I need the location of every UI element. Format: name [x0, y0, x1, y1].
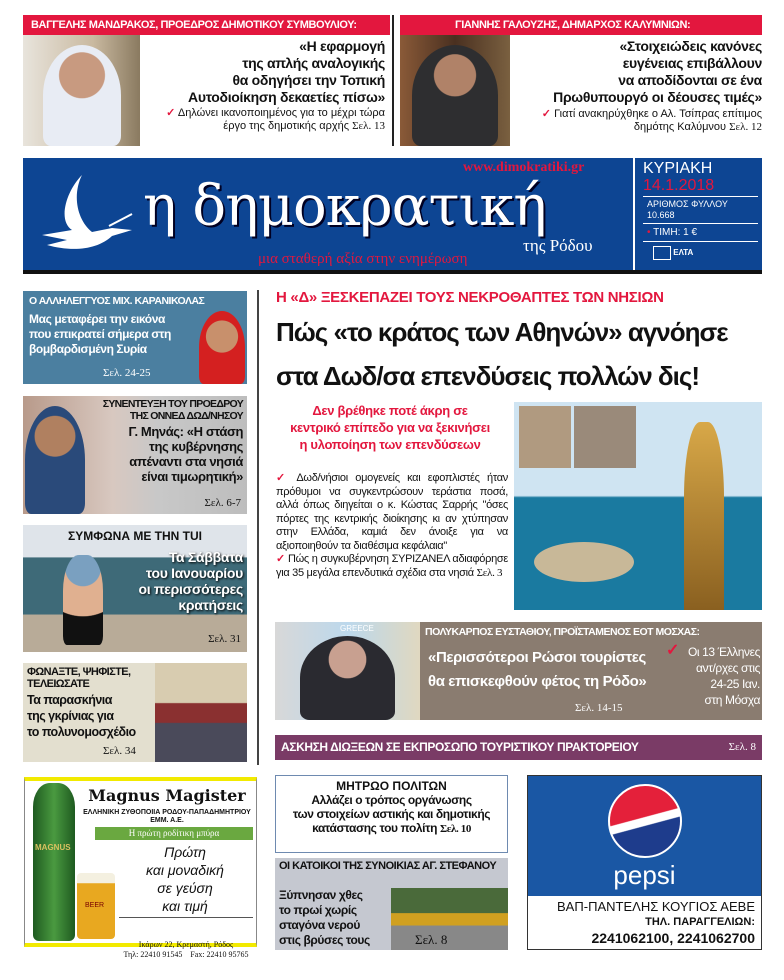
excavator-photo — [391, 888, 508, 950]
beer-bottle: MAGNUS — [33, 783, 75, 941]
price: ΤΙΜΗ: 1 € — [653, 227, 698, 238]
story-tui[interactable]: ΣΥΜΦΩΝΑ ΜΕ ΤΗΝ TUI Τα Σάββατα του Ιανουαρίου οι περισσότερες κρατήσεις Σελ. 31 — [23, 525, 247, 652]
postage-icon — [653, 246, 671, 260]
sarris-photo — [519, 406, 571, 468]
colossus-photo — [514, 402, 762, 610]
portrait-photo — [574, 406, 636, 468]
mandrakos-photo — [23, 35, 140, 146]
ad-pepsi[interactable] — [527, 775, 762, 950]
tui-photo — [63, 555, 103, 645]
magnus-brand: Magnus Magister — [88, 786, 246, 805]
masthead-title: η δημοκρατική — [143, 174, 546, 239]
main-headline[interactable]: Πώς «το κράτος των Αθηνών» αγνόησε στα Δωδ/σα επενδύσεις πολλών δις! — [276, 317, 728, 391]
story-karanikolas[interactable]: Ο ΑΛΛΗΛΕΓΓΥΟΣ ΜΙΧ. ΚΑΡΑΝΙΚΟΛΑΣ Μας μεταφέρει την εικόνα που επικρατεί σήμερα στη βομβαρδισμένη Συρία Σελ. 24-25 — [23, 291, 247, 384]
purple-banner[interactable]: ΑΣΚΗΣΗ ΔΙΩΞΕΩΝ ΣΕ ΕΚΠΡΟΣΩΠΟ ΤΟΥΡΙΣΤΙΚΟΥ ΠΡΑΚΤΟΡΕΙΟΥ Σελ. 8 — [275, 735, 762, 760]
issue-number: 10.668 — [647, 210, 675, 220]
issue-info: ΚΥΡΙΑΚΗ 14.1.2018 ΑΡΙΘΜΟΣ ΦΥΛΛΟΥ 10.668 • ΤΙΜΗ: 1 € ΕΛΤΑ — [643, 160, 758, 264]
top-right-kicker: ΓΙΑΝΝΗΣ ΓΑΛΟΥΖΗΣ, ΔΗΜΑΡΧΟΣ ΚΑΛΥΜΝΙΩΝ: — [400, 15, 762, 35]
minas-photo — [25, 406, 85, 514]
check-icon: ✓ — [541, 108, 552, 120]
colossus-statue — [684, 422, 724, 610]
top-left-kicker: ΒΑΓΓΕΛΗΣ ΜΑΝΔΡΑΚΟΣ, ΠΡΟΕΔΡΟΣ ΔΗΜΟΤΙΚΟΥ ΣΥΜΒΟΥΛΙΟΥ: — [23, 15, 390, 35]
masthead-slogan: μια σταθερή αξία στην ενημέρωση — [258, 251, 468, 267]
magnus-contact: Ικάρων 22, Κρεμαστή, Ρόδος Τηλ: 22410 91545 Fax: 22410 95765 — [119, 917, 253, 980]
day: ΚΥΡΙΑΚΗ — [643, 160, 713, 177]
top-left-quote[interactable]: «Η εφαρμογή της απλής αναλογικής θα οδηγήσει την Τοπική Αυτοδιοίκηση δεκαετίες πίσω» — [188, 38, 385, 105]
main-subhead: Δεν βρέθηκε ποτέ άκρη σε κεντρικό επίπεδο για να ξεκινήσει η υλοποίηση των επενδύσεων — [290, 403, 490, 452]
elta-logo: ΕΛΤΑ — [673, 248, 694, 258]
parliament-photo — [155, 663, 247, 762]
check-icon: ✓ — [276, 472, 290, 484]
divider — [23, 270, 762, 274]
story-registry[interactable]: ΜΗΤΡΩΟ ΠΟΛΙΤΩΝ Αλλάζει ο τρόπος οργάνωσης των στοιχείων αστικής και δημοτικής κατάστασης του πολίτη Σελ. 10 — [275, 775, 508, 853]
date: 14.1.2018 — [643, 177, 715, 194]
magnus-company: ΕΛΛΗΝΙΚΗ ΖΥΘΟΠΟΙΙΑ ΡΟΔΟΥ-ΠΑΠΑΔΗΜΗΤΡΙΟΥ ΕΜΜ. Α.Ε. — [83, 809, 251, 824]
pepsi-globe-icon — [608, 784, 682, 858]
main-kicker: Η «Δ» ΞΕΣΚΕΠΑΖΕΙ ΤΟΥΣ ΝΕΚΡΟΘΑΠΤΕΣ ΤΩΝ ΝΗΣΙΩΝ — [276, 289, 664, 306]
divider — [633, 158, 635, 270]
check-icon: ✓ — [276, 553, 286, 565]
pepsi-wordmark: pepsi — [613, 860, 676, 890]
top-left-note: ✓ Δηλώνει ικανοποιημένος για το μέχρι τώρα έργο της δημοτικής αρχής Σελ. 13 — [166, 107, 385, 132]
ad-magnus[interactable] — [24, 777, 257, 959]
masthead-subtitle: της Ρόδου — [523, 236, 593, 255]
website-link[interactable]: www.dimokratiki.gr — [463, 160, 585, 175]
divider — [392, 15, 394, 146]
galouzis-photo — [400, 35, 510, 146]
divider — [257, 290, 259, 765]
magnus-slogan: Πρώτη και μοναδική σε γεύση και τιμή — [146, 844, 224, 914]
story-bill[interactable]: ΦΩΝΑΞΤΕ, ΨΗΦΙΣΤΕ, ΤΕΛΕΙΩΣΑΤΕ Τα παρασκήνια της γκρίνιας για το πολυνομοσχέδιο Σελ. 34 — [23, 663, 247, 762]
main-body: ✓ Δωδ/νήσιοι ομογενείς και εφοπλιστές ήταν πρόθυμοι να συγκεντρώσουν τεράστια ποσά, αλλά όπως διηγείται ο κ. Κώστας Σαρρής "όσες πόρτες της κεντρικής διοίκησης κι αν χτύπησαν στην Ελλάδα, καμιά δεν άνοιξε για να αξιοποιηθούν τα διαθέσιμα κεφάλαια" ✓ Πώς η συγκυβέρνηση ΣΥΡΙΖΑΝΕΛ αδιαφόρησε για 35 μεγάλα επενδυτικά σχέδια στα νησιά Σελ. 3 — [276, 472, 508, 579]
check-icon: ✓ — [166, 107, 176, 119]
check-icon: ✓ — [666, 642, 680, 659]
fortress — [534, 542, 634, 582]
story-minas[interactable]: ΣΥΝΕΝΤΕΥΞΗ ΤΟΥ ΠΡΟΕΔΡΟΥ ΤΗΣ ΟΝΝΕΔ ΔΩΔ/ΝΗΣΟΥ Γ. Μηνάς: «Η στάση της κυβέρνησης απέναντι στα νησιά είναι τιμωρητική» Σελ. 6-7 — [23, 396, 247, 514]
beer-glass: BEER — [77, 873, 115, 939]
story-eot[interactable]: GREECE ΠΟΛΥΚΑΡΠΟΣ ΕΥΣΤΑΘΙΟΥ, ΠΡΟΪΣΤΑΜΕΝΟΣ ΕΟΤ ΜΟΣΧΑΣ: «Περισσότεροι Ρώσοι τουρίστες θα επισκεφθούν φέτος τη Ρόδο» ✓ Οι 13 Έλληνες αντ/ρχες στις 24-25 Ιαν. στη Μόσχα Σελ. 14-15 — [275, 622, 762, 720]
story-stefanou[interactable]: ΟΙ ΚΑΤΟΙΚΟΙ ΤΗΣ ΣΥΝΟΙΚΙΑΣ ΑΓ. ΣΤΕΦΑΝΟΥ Ξύπνησαν χθες το πρωί χωρίς σταγόνα νερού στις βρύσες τους Σελ. 8 — [275, 858, 508, 950]
issue-label: ΑΡΙΘΜΟΣ ΦΥΛΛΟΥ — [647, 199, 728, 209]
dove-logo-icon — [37, 170, 137, 258]
magnus-tagline: Η πρώτη ροδίτικη μπύρα — [95, 827, 253, 840]
top-right-note: ✓ Γιατί ανακηρύχθηκε ο Αλ. Τσίπρας επίτιμος δημότης Καλύμνου Σελ. 12 — [541, 108, 762, 133]
karanikolas-photo — [199, 311, 245, 384]
top-right-quote[interactable]: «Στοιχειώδεις κανόνες ευγένειας επιβάλλουν να αποδίδονται σε ένα Πρωθυπουργό οι δέουσες τιμές» — [553, 38, 762, 105]
masthead — [23, 158, 762, 270]
pepsi-contact: ΒΑΠ-ΠΑΝΤΕΛΗΣ ΚΟΥΓΙΟΣ ΑΕΒΕ ΤΗΛ. ΠΑΡΑΓΓΕΛΙΩΝ: 2241062100, 2241062700 — [557, 899, 755, 946]
eustathiou-photo: GREECE — [275, 622, 420, 720]
